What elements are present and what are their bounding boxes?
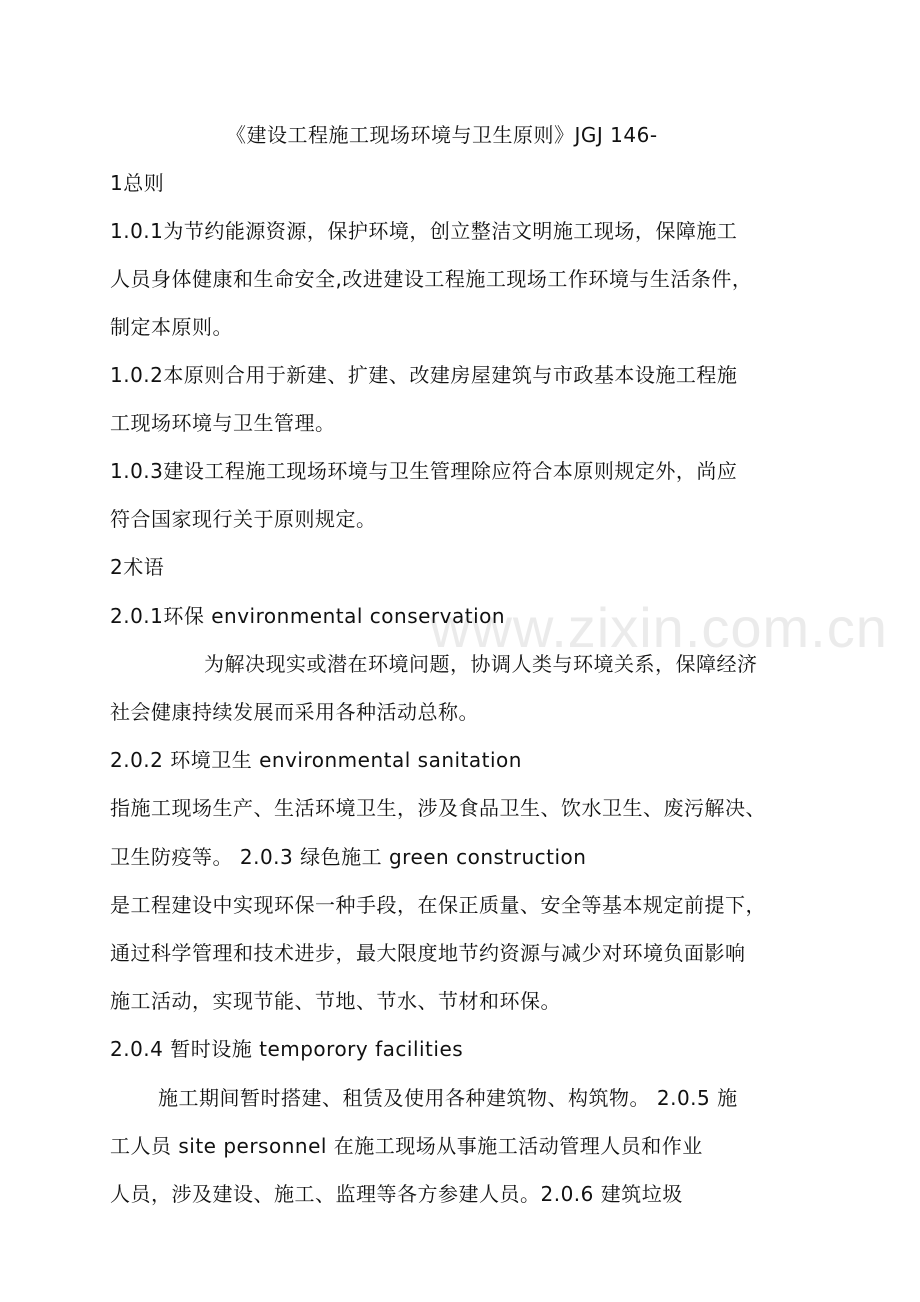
paragraph-line: 工现场环境与卫生管理。 [110,411,336,435]
paragraph-line: 指施工现场生产、生活环境卫生，涉及食品卫生、饮水卫生、废污解决、 [110,796,766,820]
paragraph-line: 1.0.2本原则合用于新建、扩建、改建房屋建筑与市政基本设施工程施 [110,363,738,387]
section-heading: 1总则 [110,171,165,195]
watermark: www.zixin.com.cn [430,596,888,659]
paragraph-line: 通过科学管理和技术进步，最大限度地节约资源与减少对环境负面影响 [110,941,746,965]
document-title: 《建设工程施工现场环境与卫生原则》JGJ 146- [226,123,658,147]
term-line: 卫生防疫等。 2.0.3 绿色施工 green construction [110,845,587,869]
paragraph-line: 社会健康持续发展而采用各种活动总称。 [110,700,479,724]
term-line: 2.0.4 暂时设施 temporory facilities [110,1037,464,1061]
paragraph-line: 人员，涉及建设、施工、监理等各方参建人员。2.0.6 建筑垃圾 [110,1182,683,1206]
paragraph-line: 符合国家现行关于原则规定。 [110,507,377,531]
paragraph-line: 施工期间暂时搭建、租赁及使用各种建筑物、构筑物。 2.0.5 施 [158,1086,738,1110]
paragraph-line: 1.0.3建设工程施工现场环境与卫生管理除应符合本原则规定外，尚应 [110,459,738,483]
term-line: 2.0.1环保 environmental conservation [110,604,506,628]
paragraph-line: 1.0.1为节约能源资源，保护环境，创立整洁文明施工现场，保障施工 [110,219,738,243]
paragraph-line: 为解决现实或潜在环境问题，协调人类与环境关系，保障经济 [204,652,758,676]
paragraph-line: 施工活动，实现节能、节地、节水、节材和环保。 [110,989,561,1013]
paragraph-line: 工人员 site personnel 在施工现场从事施工活动管理人员和作业 [110,1134,703,1158]
paragraph-line: 是工程建设中实现环保一种手段，在保正质量、安全等基本规定前提下， [110,893,766,917]
paragraph-line: 人员身体健康和生命安全,改进建设工程施工现场工作环境与生活条件， [110,267,753,291]
term-line: 2.0.2 环境卫生 environmental sanitation [110,748,522,772]
paragraph-line: 制定本原则。 [110,315,233,339]
section-heading: 2术语 [110,555,165,579]
